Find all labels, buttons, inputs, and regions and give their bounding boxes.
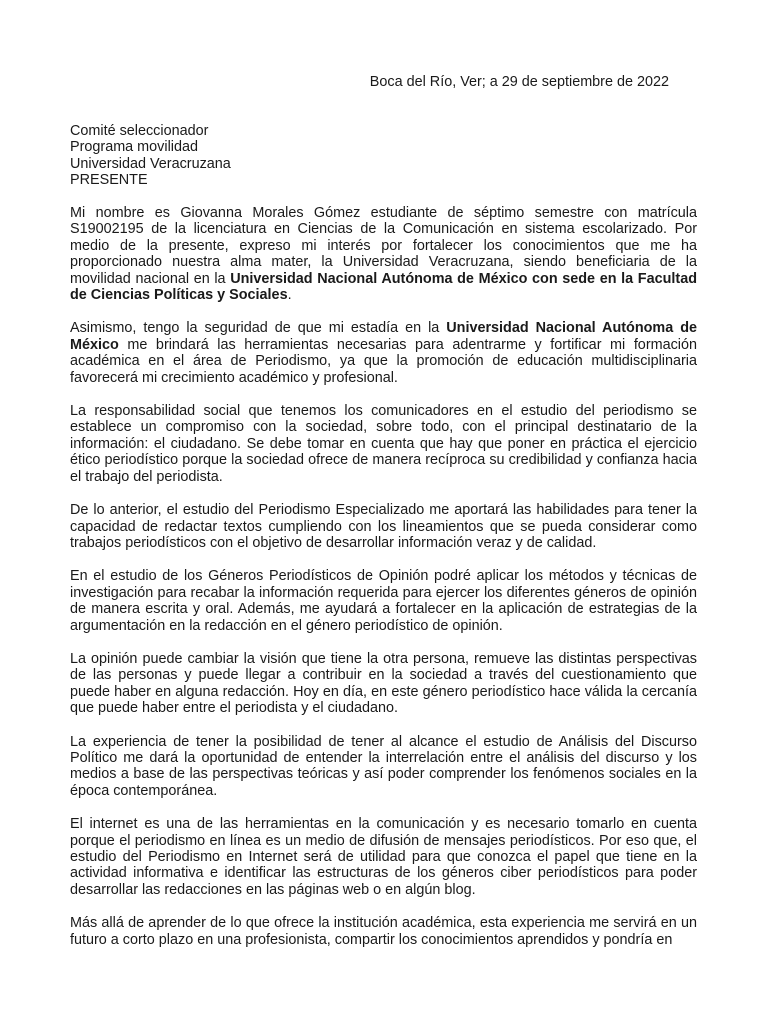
paragraph-asimismo-text: Asimismo, tengo la seguridad de que mi estadía en la [70, 320, 447, 337]
paragraph-internet: El internet es una de las herramientas en la comunicación y es necesario tomarlo en cuenta porque el periodismo en línea es un medio de difusión de mensajes periodísticos. Por eso que, el estudio del Periodismo en Internet será de utilidad para que conozca el papel que tiene en la actividad informativa e identificar las estructuras de los géneros ciber periodísticos para poder desarrollar las redacciones en las páginas web o en algún blog. [70, 816, 697, 898]
paragraph-mas-alla: Más allá de aprender de lo que ofrece la institución académica, esta experiencia me servirá en un futuro a corto plazo en una profesionista, compartir los conocimientos aprendidos y pondría en [70, 915, 697, 948]
paragraph-intro-end: . [287, 287, 292, 304]
date-line: Boca del Río, Ver; a 29 de septiembre de 2022 [369, 74, 669, 90]
recipient-line-committee: Comité seleccionador [70, 123, 209, 139]
paragraph-intro-text: Mi nombre es Giovanna Morales Gómez estudiante de séptimo semestre con matrícula S19002195 de la licenciatura en Ciencias de la Comunicación en sistema escolarizado. Por medio de la presente, expreso mi interés por fortalecer los conocimientos que me ha proporcionado nuestra alma mater, la Universidad Veracruzana, siendo beneficiaria de la movilidad nacional en la [70, 205, 697, 287]
paragraph-asimismo [70, 320, 697, 386]
paragraph-opinion: La opinión puede cambiar la visión que tiene la otra persona, remueve las distintas perspectivas de las personas y puede llegar a contribuir en la sociedad a través del cuestionamiento que puede haber en alguna redacción. Hoy en día, en este género periodístico hace válida la cercanía que puede haber entre el periodista y el ciudadano. [70, 650, 697, 717]
recipient-line-presente: PRESENTE [70, 172, 148, 189]
letter-body [70, 205, 697, 965]
paragraph-intro [70, 205, 697, 303]
paragraph-asimismo-bold: Universidad Nacional Autónoma de México [70, 320, 697, 353]
recipient-block [70, 123, 697, 189]
recipient-line-university: Universidad Veracruzana [70, 155, 231, 172]
recipient-line-program: Programa movilidad [70, 139, 198, 156]
paragraph-intro-bold: Universidad Nacional Autónoma de México con sede en la Facultad de Ciencias Políticas y Sociales [70, 270, 697, 304]
paragraph-responsabilidad: La responsabilidad social que tenemos los comunicadores en el estudio del periodismo se establece un compromiso con la sociedad, sobre todo, con el principal destinatario de la información: el ciudadano. Se debe tomar en cuenta que hay que poner en práctica el ejercicio ético periodístico porque la sociedad ofrece de manera recíproca su credibilidad y confianza hacia el trabajo del periodista. [70, 403, 697, 485]
paragraph-periodismo-especializado: De lo anterior, el estudio del Periodismo Especializado me aportará las habilidades para tener la capacidad de redactar textos cumpliendo con los lineamientos que se pueda considerar como trabajos periodísticos con el objetivo de desarrollar información veraz y de calidad. [70, 502, 697, 551]
paragraph-asimismo-end: me brindará las herramientas necesarias para adentrarme y fortificar mi formación académica en el área de Periodismo, ya que la promoción de educación multidisciplinaria favorecerá mi crecimiento académico y profesional. [70, 336, 697, 386]
paragraph-generos-opinion: En el estudio de los Géneros Periodísticos de Opinión podré aplicar los métodos y técnicas de investigación para recabar la información requerida para ejercer los diferentes géneros de opinión de manera escrita y oral. Además, me ayudará a fortalecer en la aplicación de estrategias de la argumentación en la redacción en el género periodístico de opinión. [70, 568, 697, 634]
paragraph-discurso-politico: La experiencia de tener la posibilidad de tener al alcance el estudio de Análisis del Discurso Político me dará la oportunidad de entender la interrelación entre el análisis del discurso y los medios a base de las perspectivas teóricas y así poder comprender los fenómenos sociales en la época contemporánea. [70, 733, 697, 799]
